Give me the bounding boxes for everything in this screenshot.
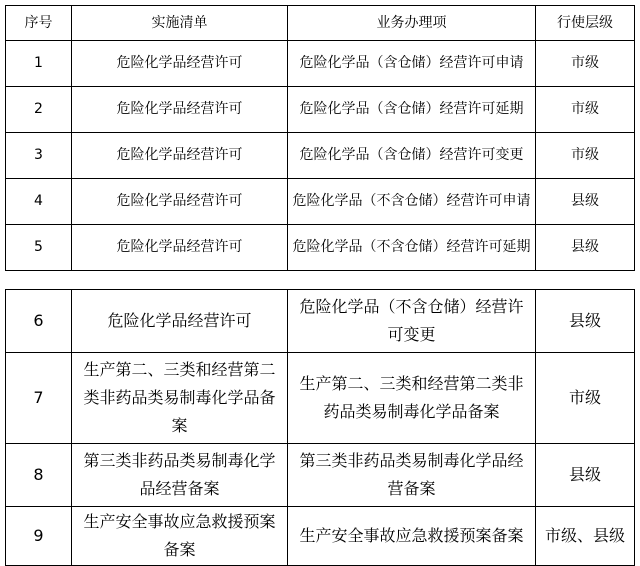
table-row bbox=[6, 507, 635, 566]
table-row bbox=[6, 87, 635, 133]
table-row bbox=[6, 41, 635, 87]
row-item: 生产第二、三类和经营第二类非药品类易制毒化学品备案 bbox=[288, 353, 536, 444]
table-row bbox=[6, 290, 635, 353]
row-list: 危险化学品经营许可 bbox=[72, 133, 288, 179]
row-item: 危险化学品（不含仓储）经营许可延期 bbox=[288, 225, 536, 271]
row-list: 危险化学品经营许可 bbox=[72, 87, 288, 133]
row-item: 危险化学品（不含仓储）经营许可变更 bbox=[288, 290, 536, 353]
table-row bbox=[6, 353, 635, 444]
row-level: 市级 bbox=[536, 133, 635, 179]
row-level: 县级 bbox=[536, 179, 635, 225]
row-list: 生产安全事故应急救援预案备案 bbox=[72, 507, 288, 566]
row-level: 市级、县级 bbox=[536, 507, 635, 566]
row-no: 3 bbox=[6, 133, 72, 179]
row-no: 1 bbox=[6, 41, 72, 87]
row-item: 危险化学品（含仓储）经营许可延期 bbox=[288, 87, 536, 133]
header-level: 行使层级 bbox=[536, 6, 635, 41]
table-row bbox=[6, 444, 635, 507]
row-item: 危险化学品（含仓储）经营许可变更 bbox=[288, 133, 536, 179]
row-item: 危险化学品（不含仓储）经营许可申请 bbox=[288, 179, 536, 225]
row-no: 4 bbox=[6, 179, 72, 225]
table-row bbox=[6, 225, 635, 271]
row-no: 2 bbox=[6, 87, 72, 133]
row-no: 6 bbox=[6, 290, 72, 353]
row-no: 7 bbox=[6, 353, 72, 444]
table-header-row bbox=[6, 6, 635, 41]
table-row bbox=[6, 133, 635, 179]
row-list: 危险化学品经营许可 bbox=[72, 290, 288, 353]
row-list: 危险化学品经营许可 bbox=[72, 41, 288, 87]
row-list: 生产第二、三类和经营第二类非药品类易制毒化学品备案 bbox=[72, 353, 288, 444]
row-list: 危险化学品经营许可 bbox=[72, 179, 288, 225]
permit-table-top bbox=[5, 5, 635, 271]
row-level: 县级 bbox=[536, 225, 635, 271]
row-no: 5 bbox=[6, 225, 72, 271]
row-level: 县级 bbox=[536, 290, 635, 353]
header-no: 序号 bbox=[6, 6, 72, 41]
row-list: 第三类非药品类易制毒化学品经营备案 bbox=[72, 444, 288, 507]
row-level: 县级 bbox=[536, 444, 635, 507]
header-list: 实施清单 bbox=[72, 6, 288, 41]
row-level: 市级 bbox=[536, 353, 635, 444]
row-no: 9 bbox=[6, 507, 72, 566]
permit-table-bottom bbox=[5, 289, 635, 566]
row-list: 危险化学品经营许可 bbox=[72, 225, 288, 271]
header-item: 业务办理项 bbox=[288, 6, 536, 41]
row-level: 市级 bbox=[536, 87, 635, 133]
table-row bbox=[6, 179, 635, 225]
row-item: 生产安全事故应急救援预案备案 bbox=[288, 507, 536, 566]
row-no: 8 bbox=[6, 444, 72, 507]
row-item: 危险化学品（含仓储）经营许可申请 bbox=[288, 41, 536, 87]
row-item: 第三类非药品类易制毒化学品经营备案 bbox=[288, 444, 536, 507]
row-level: 市级 bbox=[536, 41, 635, 87]
